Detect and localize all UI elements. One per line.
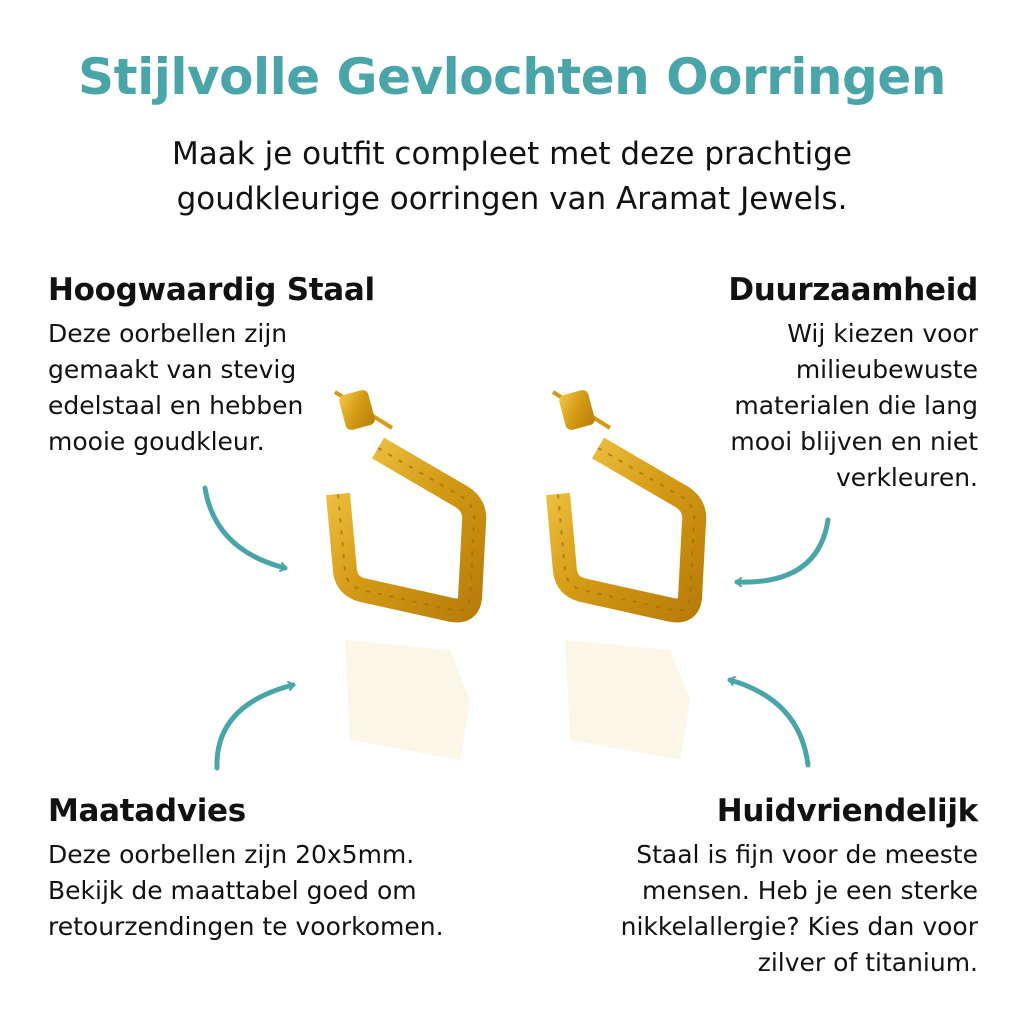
text-line: milieubewuste (795, 355, 978, 384)
text-line: edelstaal en hebben (48, 391, 304, 420)
text-line: gemaakt van stevig (48, 355, 297, 384)
page-title: Stijlvolle Gevlochten Oorringen (78, 48, 946, 106)
subtitle-line: goudkleurige oorringen van Aramat Jewels. (176, 181, 848, 217)
text-line: Deze oorbellen zijn 20x5mm. (48, 840, 415, 869)
arrow-icon (205, 488, 285, 568)
text-line: mensen. Heb je een sterke (642, 876, 978, 905)
feature-text (48, 316, 375, 460)
text-line: Staal is fijn voor de meeste (636, 840, 978, 869)
text-line: Bekijk de maattabel goed om (48, 876, 417, 905)
text-line: materialen die lang (734, 391, 978, 420)
text-line: verkleuren. (835, 463, 978, 492)
subtitle-line: Maak je outfit compleet met deze prachtige (172, 136, 852, 172)
feature-maatadvies (48, 793, 444, 945)
text-line: nikkelallergie? Kies dan voor (620, 912, 978, 941)
text-line: Deze oorbellen zijn (48, 319, 288, 348)
text-line: mooi blijven en niet (730, 427, 978, 456)
feature-title: Hoogwaardig Staal (48, 272, 375, 308)
text-line: retourzendingen te voorkomen. (48, 912, 444, 941)
text-line: Wij kiezen voor (787, 319, 978, 348)
feature-title: Huidvriendelijk (716, 793, 978, 829)
arrow-icon (730, 680, 808, 765)
text-line: zilver of titanium. (757, 948, 978, 977)
feature-title: Duurzaamheid (728, 272, 978, 308)
arrow-icon (737, 520, 828, 582)
feature-text (621, 837, 978, 981)
arrow-icon (217, 685, 293, 768)
feature-huidvriendelijk (621, 793, 978, 981)
feature-hoogwaardig-staal (48, 272, 375, 460)
feature-title: Maatadvies (48, 793, 246, 829)
earring-right (553, 389, 694, 760)
text-line: mooie goudkleur. (48, 427, 265, 456)
feature-text (728, 316, 978, 496)
feature-duurzaamheid (728, 272, 978, 496)
feature-text (48, 837, 444, 945)
